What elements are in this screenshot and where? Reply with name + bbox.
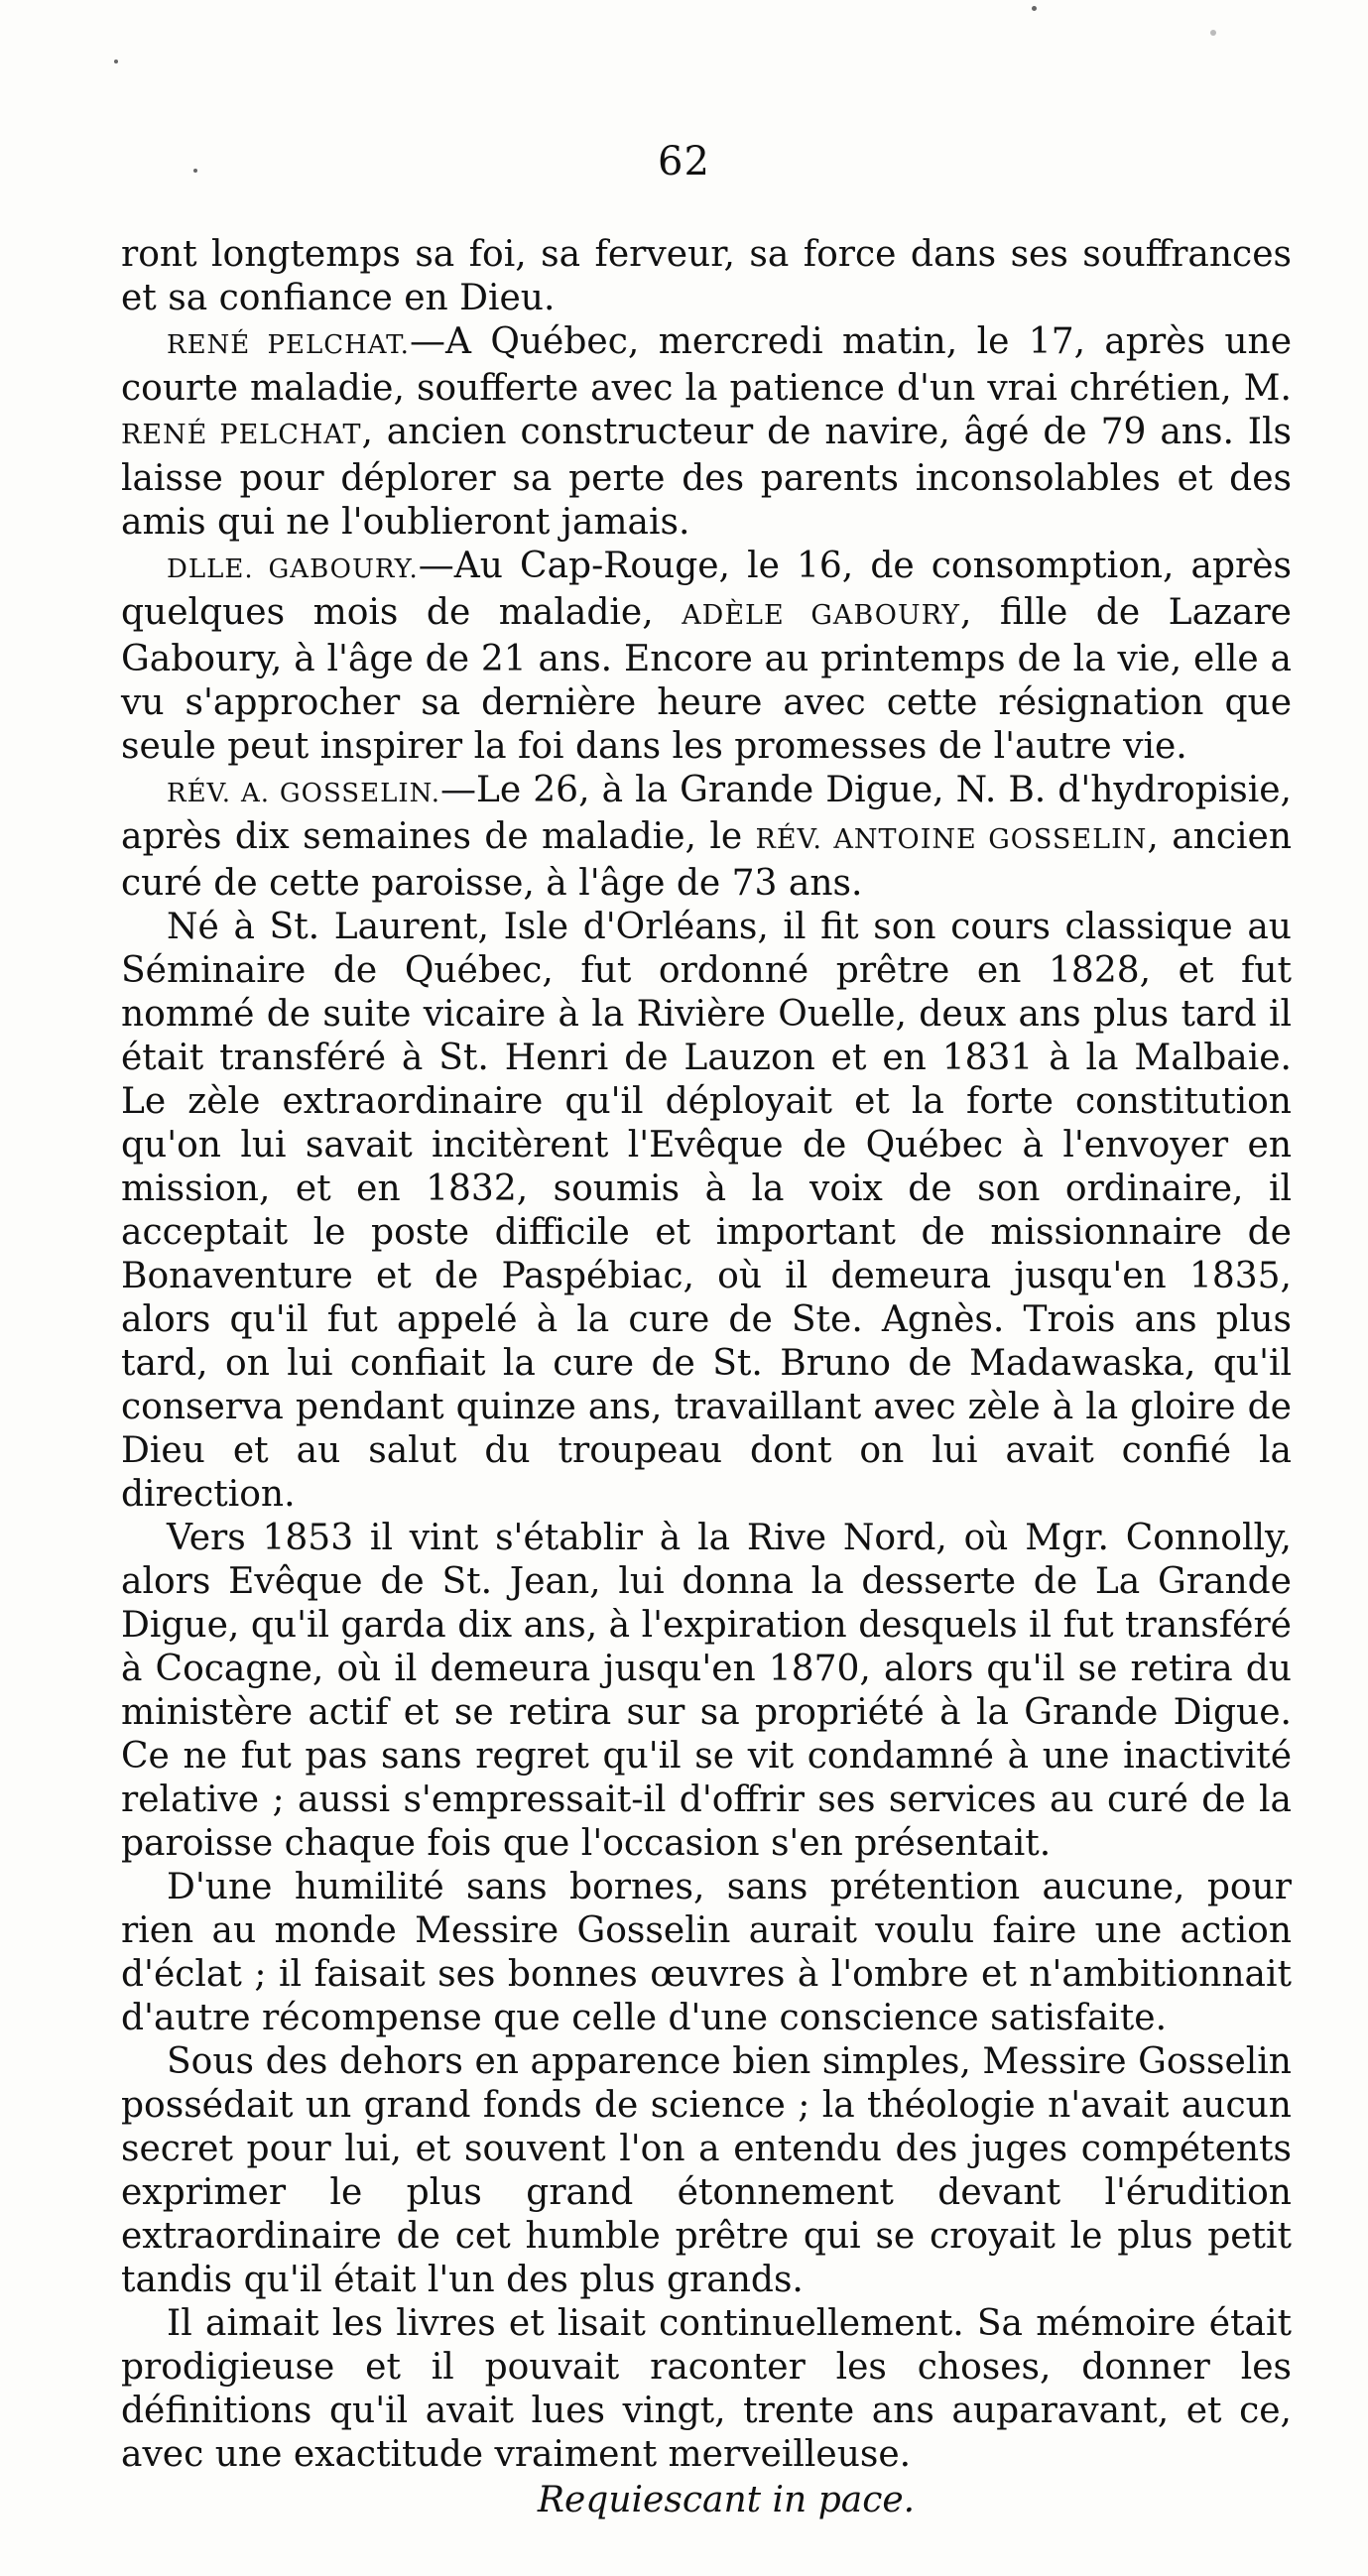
- entry-text: —Le 26, à la Grande Digue, N. B. d'hydropisie, après dix semaines de maladie, le: [121, 770, 1292, 857]
- page-number: 62: [658, 139, 710, 184]
- entry-heading: RÉV. A. GOSSELIN.: [167, 779, 440, 808]
- scan-speck: [1032, 6, 1037, 11]
- entry-text: , ancien constructeur de navire, âgé de 79 ans. Ils laisse pour déplorer sa perte des parents inconsolables et des amis qui ne l'oublieront jamais.: [121, 412, 1292, 543]
- entry-text: , fille de Lazare Gaboury, à l'âge de 21 ans. Encore au printemps de la vie, elle a vu s'approcher sa dernière heure avec cette résignation que seule peut inspirer la foi dans les promesses de l'autre vie.: [121, 592, 1292, 767]
- entry-heading: RENÉ PELCHAT.: [167, 330, 410, 360]
- page-body: [121, 233, 1292, 2522]
- entry-text: —Au Cap-Rouge, le 16, de consomption, après quelques mois de maladie,: [121, 546, 1292, 633]
- paragraph-science: Sous des dehors en apparence bien simples, Messire Gosselin possédait un grand fonds de science ; la théologie n'avait aucun secret pour lui, et souvent l'on a entendu des juges compétents exprimer le plus grand étonnement devant l'érudition extraordinaire de cet humble prêtre qui se croyait le plus petit tandis qu'il était l'un des plus grands.: [121, 2041, 1292, 2300]
- paragraph-humility: D'une humilité sans bornes, sans prétention aucune, pour rien au monde Messire Gosselin aurait voulu faire une action d'éclat ; il faisait ses bonnes œuvres à l'ombre et n'ambitionnait d'autre récompense que celle d'une conscience satisfaite.: [121, 1867, 1292, 2038]
- obituary-pelchat: [121, 320, 1292, 545]
- entry-text: , ancien curé de cette paroisse, à l'âge de 73 ans.: [121, 816, 1293, 904]
- entry-heading: DLLE. GABOURY.: [167, 554, 419, 584]
- entry-name: ADÈLE GABOURY: [682, 600, 960, 631]
- paragraph-memory: Il aimait les livres et lisait continuellement. Sa mémoire était prodigieuse et il pouvait raconter les choses, donner les définitions qu'il avait lues vingt, trente ans auparavant, et ce, avec une exactitude vraiment merveilleuse.: [121, 2303, 1292, 2475]
- obituary-gaboury: [121, 545, 1292, 769]
- scan-speck: [1210, 30, 1216, 36]
- paragraph-later-years: Vers 1853 il vint s'établir à la Rive Nord, où Mgr. Connolly, alors Evêque de St. Jean, lui donna la desserte de La Grande Digue, qu'il garda dix ans, à l'expiration desquels il fut transféré à Cocagne, où il demeura jusqu'en 1870, alors qu'il se retira du ministère actif et se retira sur sa propriété à la Grande Digue. Ce ne fut pas sans regret qu'il se vit condamné à une inactivité relative ; aussi s'empressait-il d'offrir ses services au curé de la paroisse chaque fois que l'occasion s'en présentait.: [121, 1518, 1292, 1864]
- entry-name: RENÉ PELCHAT: [121, 420, 362, 450]
- entry-name: RÉV. ANTOINE GOSSELIN: [755, 824, 1148, 855]
- entry-text: —A Québec, mercredi matin, le 17, après une courte maladie, soufferte avec la patience d'un vrai chrétien, M.: [121, 321, 1292, 409]
- scan-speck: [114, 60, 118, 63]
- paragraph-biography: Né à St. Laurent, Isle d'Orléans, il fit son cours classique au Séminaire de Québec, fut ordonné prêtre en 1828, et fut nommé de suite vicaire à la Rivière Ouelle, deux ans plus tard il était transféré à St. Henri de Lauzon et en 1831 à la Malbaie. Le zèle extraordinaire qu'il déployait et la forte constitution qu'on lui savait incitèrent l'Evêque de Québec à l'envoyer en mission, et en 1832, soumis à la voix de son ordinaire, il acceptait le poste difficile et important de missionnaire de Bonaventure et de Paspébiac, où il demeura jusqu'en 1835, alors qu'il fut appelé à la cure de Ste. Agnès. Trois ans plus tard, on lui confiait la cure de St. Bruno de Madawaska, qu'il conserva pendant quinze ans, travaillant avec zèle à la gloire de Dieu et au salut du troupeau dont on lui avait confié la direction.: [121, 907, 1292, 1515]
- obituary-gosselin: [121, 769, 1292, 906]
- closing-line: Requiescant in pace.: [537, 2480, 916, 2520]
- paragraph-continuation: ront longtemps sa foi, sa ferveur, sa force dans ses souffrances et sa confiance en Dieu.: [121, 234, 1292, 318]
